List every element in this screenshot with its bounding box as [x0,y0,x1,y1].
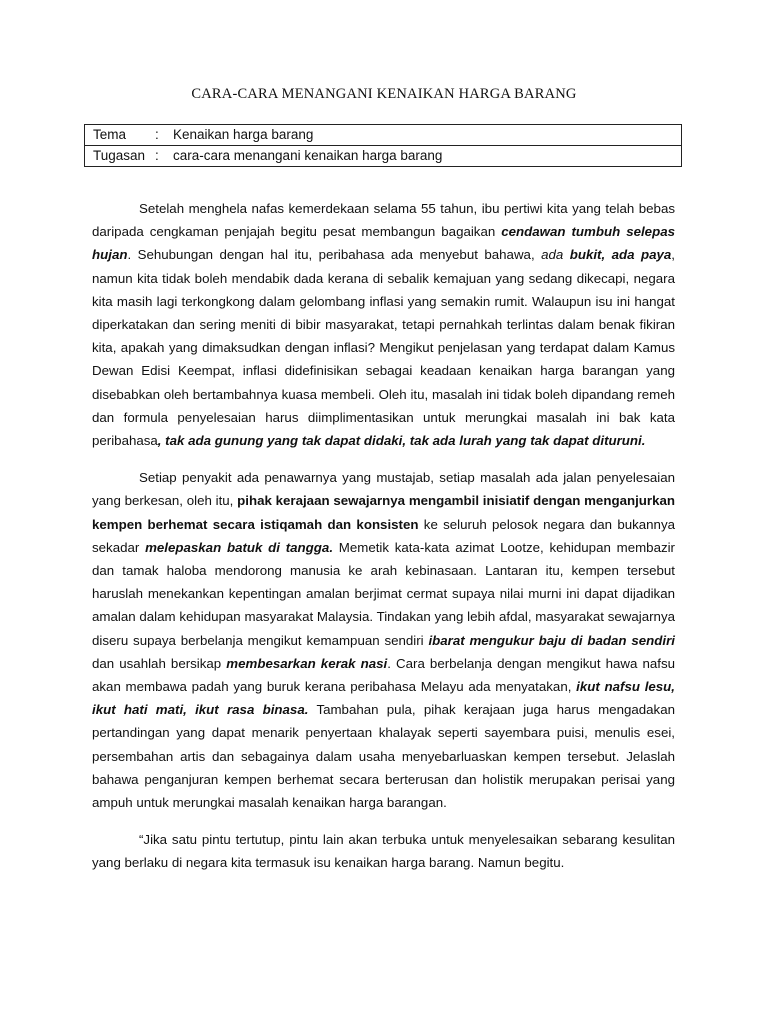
emphasis-run: , tak ada gunung yang tak dapat didaki, tak ada lurah yang tak dapat dituruni. [157,433,646,449]
info-row-tugasan [85,146,682,167]
bold-run: pihak kerajaan sewajarnya mengambil inisiatif dengan menganjurkan kempen berhemat secara istiqamah dan konsisten [92,493,675,532]
info-table [84,124,682,167]
essay-body [92,197,675,889]
text-run: Memetik kata-kata azimat Lootze, kehidupan membazir dan tamak haloba mendorong manusia ke arah kebinasaan. Lantaran itu, kempen tersebut haruslah menekankan kepentingan amalan berjimat cermat supaya nilai murni ini dapat dijadikan amalan dalam kehidupan masyarakat Malaysia. Tindakan yang lebih afdal, masyarakat sewajarnya diseru supaya berbelanja mengikut kemampuan sendiri [92,539,675,648]
paragraph-1 [92,197,675,452]
info-row-tema [85,125,682,146]
text-run: ke seluruh pelosok negara dan bukannya sekadar [92,516,675,555]
info-label: Tema [93,127,127,142]
emphasis-run: cendawan tumbuh selepas hujan [92,224,675,263]
paragraph-3 [92,828,675,874]
text-run: “Jika satu pintu tertutup, pintu lain akan terbuka untuk menyelesaikan sebarang kesulitan yang berlaku di negara kita termasuk isu kenaikan harga barang. Namun begitu. [92,832,675,871]
info-value: Kenaikan harga barang [173,127,314,142]
paragraph-2 [92,466,675,814]
text-run: . Sehubungan dengan hal itu, peribahasa ada menyebut bahawa, [127,247,542,263]
info-cell [85,125,682,146]
info-separator: : [155,148,159,163]
text-run: Setelah menghela nafas kemerdekaan selama 55 tahun, ibu pertiwi kita yang telah bebas daripada cengkaman penjajah begitu pesat membangun bagaikan [92,201,675,240]
italic-run: ada [541,247,570,263]
text-run: Tambahan pula, pihak kerajaan juga harus mengadakan pertandingan yang dapat menarik penyertaan khalayak seperti sayembara puisi, menulis esei, persembahan artis dan sebagainya dalam usaha menyebarluaskan kempen tersebut. Jelaslah bahawa penganjuran kempen berhemat secara berterusan dan holistik merupakan perisai yang ampuh untuk merungkai masalah kenaikan harga barangan. [92,702,675,811]
text-run: dan usahlah bersikap [92,655,227,671]
page-title: CARA-CARA MENANGANI KENAIKAN HARGA BARANG [191,86,577,102]
text-run: . Cara berbelanja dengan mengikut hawa nafsu akan membawa padah yang buruk kerana peribahasa Melayu ada menyatakan, [92,655,675,695]
info-label: Tugasan [93,148,146,163]
emphasis-run: melepaskan batuk di tangga. [145,539,334,555]
emphasis-run: ikut nafsu lesu, ikut hati mati, ikut rasa binasa. [92,679,675,718]
text-run: , namun kita tidak boleh mendabik dada kerana di sebalik kemajuan yang sedang dikecapi, negara kita masih lagi terkongkong dalam gelombang inflasi yang semakin rumit. Walaupun isu ini hangat diperkatakan dan sering meniti di bibir masyarakat, tetapi pernahkah terlintas dalam benak fikiran kita, apakah yang dimaksudkan dengan inflasi? Mengikut penjelasan yang terdapat dalam Kamus Dewan Edisi Keempat, inflasi didefinisikan sebagai keadaan kenaikan harga barangan yang disebabkan oleh bertambahnya kuasa membeli. Oleh itu, masalah ini tidak boleh dipandang remeh dan formula penyelesaian harus diimplimentasikan untuk merungkai masalah ini bak kata peribahasa [92,247,675,449]
info-separator: : [155,127,159,142]
emphasis-run: ibarat mengukur baju di badan sendiri [428,632,675,648]
text-run: Setiap penyakit ada penawarnya yang mustajab, setiap masalah ada jalan penyelesaian yang berkesan, oleh itu, [92,470,675,509]
info-cell [85,146,682,167]
emphasis-run: bukit, ada paya [569,247,672,263]
emphasis-run: membesarkan kerak nasi [226,655,388,671]
info-value: cara-cara menangani kenaikan harga barang [173,148,443,163]
